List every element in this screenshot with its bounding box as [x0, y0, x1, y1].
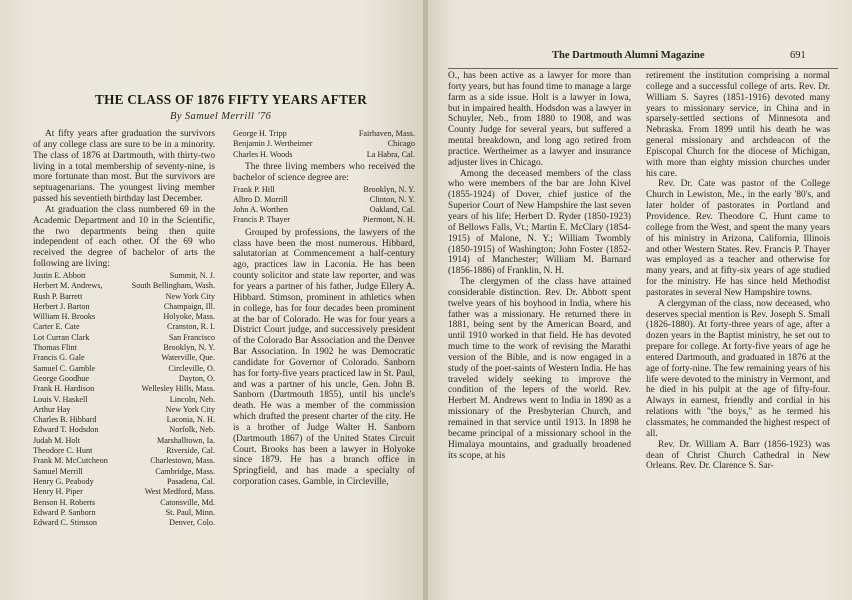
list-item: Francis G. Gale Waterville, Que. [33, 353, 215, 363]
list-item: John A. Worthen Oakland, Cal. [233, 205, 415, 215]
list-item: Edward T. Hodsdon Norfolk, Neb. [33, 425, 215, 435]
paragraph: Grouped by professions, the lawyers of the class have been the most numerous. Hibbard, salutatorian at Commencement a half-century ago, practices law in Laconia. He has been county solicitor and state law reporter, and was for years a partner of his father, Judge Ellery A. Hibbard. Stimson, prominent in athletics when in college, has for four decades been prominent at the bar of Colorado. He was for four years a District Court judge, and successively president of the Colorado Bar Association and the Denver Bar Association. In 1902 he was Democratic candidate for Governor of Colorado. Sanborn has for forty-five years practiced law in St. Paul, and was a partner of his uncle, Gen. John B. Sanborn (Dartmouth 1855), until his uncle's death. He was a member of the commission which drafted the present charter of the city. He is a brother of Judge Walter H. Sanborn (Dartmouth 1867) of the United States Circuit Court. Brooks has been a lawyer in Holyoke since 1879. He has a branch office in Springfield, and has made a specialty of corporation cases. Gamble, in Circleville, [233, 227, 415, 488]
list-item: George H. Tripp Fairhaven, Mass. [233, 129, 415, 138]
column-4 [646, 71, 830, 472]
paragraph: At fifty years after graduation the survivors of any college class are sure to be in a minority. The class of 1876 at Dartmouth, with thirty-two living in a total membership of seventy-nine, is more fortunate than most. But the survivors are septuagenarians. The youngest living member passed his seventieth birthday last December. [33, 129, 215, 205]
paragraph: The three living members who received the bachelor of science degree are: [233, 161, 415, 183]
list-item: Frank P. Hill Brooklyn, N. Y. [233, 184, 415, 194]
list-item: Samuel Merrill Cambridge, Mass. [33, 466, 215, 476]
list-item: Charles B. Hibbard Laconia, N. H. [33, 415, 215, 425]
list-item: Frank H. Hardison Wellesley Hills, Mass. [33, 384, 215, 394]
list-item: Edward P. Sanborn St. Paul, Minn. [33, 507, 215, 517]
running-header: The Dartmouth Alumni Magazine [552, 50, 705, 61]
list-item: Samuel C. Gamble Circleville, O. [33, 363, 215, 373]
list-item: Rush P. Barrett New York City [33, 291, 215, 301]
list-item: Francis P. Thayer Piermont, N. H. [233, 215, 415, 225]
paragraph: Rev. Dr. William A. Barr (1856-1923) was dean of Christ Church Cathedral in New Orleans. Rev. Dr. Clarence S. Sar- [646, 439, 830, 472]
paragraph: O., has been active as a lawyer for more than forty years, but has found time to manage a large farm as a side issue. Holt is a lawyer in Iowa, but in impaired health. Hodsdon was a lawyer in Schuyler, Neb., from 1880 to 1908, and was County Judge for several years, but suffered a mental breakdown, and long ago retired from practice. Wertheimer as a lawyer and insurance adjuster lives in Chicago. [448, 71, 632, 168]
list-item: Lot Curran Clark San Francisco [33, 332, 215, 342]
header-rule [448, 68, 838, 69]
paragraph: The clergymen of the class have attained considerable distinction. Rev. Dr. Abbott spent twelve years of his boyhood in India, where his father was a missionary. He returned there in 1881, being sent by the American Board, and until 1910 worked in that field. He has devoted much time to the work of revising the Marathi version of the Bible, and is now engaged in a study of the poet-saints of Western India. He has traveled widely seeking to improve the condition of the lepers of the world. Rev. Herbert M. Andrews went to India in 1890 as a missionary of the Presbyterian Church, and remained in that service until 1913. In 1898 he became principal of a missionary school in the Himalaya mountains, and gradually broadened its scope, at his [448, 277, 631, 461]
paragraph: A clergyman of the class, now deceased, who deserves special mention is Rev. Joseph S. Small (1826-1880). At forty-three years of age, after a dozen years in the Baptist ministry, he set out to prepare for college. At forty-five years of age he entered Dartmouth, and graduated in 1876 at the age of forty-nine. The few remaining years of his life were devoted to the ministry in Vermont, and he died in his pulpit at the age of fifty-four. Always in earnest, friendly and cordial in his relations with "the boys," as he termed his classmates, he commanded the highest respect of all. [646, 298, 830, 439]
paragraph: Rev. Dr. Cate was pastor of the College Church in Lewiston, Me., in the early '80's, and later holder of pastorates in Portland and Providence. Rev. Theodore C. Hunt came to college from the West, and spent the many years of his ministry in Arizona, California, Illinois and other Western States. Rev. Francis P. Thayer was employed as a teacher and otherwise for many years, and at fifty-six years of age studied for the ministry. He has since held Methodist pastorates in several New Hampshire towns. [646, 179, 830, 298]
list-item: Herbert J. Barton Champaign, Ill. [33, 301, 215, 311]
list-item: George Goodhue Dayton, O. [33, 373, 215, 383]
column-2 [233, 129, 415, 488]
list-item: Benjamin J. Wertheimer Chicago [233, 139, 415, 149]
list-item: Frank M. McCutcheon Charlestown, Mass. [33, 456, 215, 466]
list-item: Judah M. Holt Marshalltown, Ia. [33, 435, 215, 445]
science-list [233, 185, 415, 226]
living-ab-list [33, 271, 215, 528]
list-item: Thomas Flint Brooklyn, N. Y. [33, 343, 215, 353]
list-item: Benson H. Roberts Catonsville, Md. [33, 497, 215, 507]
list-item: Louis V. Haskell Lincoln, Neb. [33, 394, 215, 404]
page-number: 691 [790, 50, 806, 61]
article-title: THE CLASS OF 1876 FIFTY YEARS AFTER [95, 92, 368, 107]
list-item: Edward C. Stimson Denver, Colo. [33, 518, 215, 528]
column-3 [448, 71, 631, 461]
paragraph: retirement the institution comprising a normal college and a successful college of arts. Rev. Dr. William S. Sayres (1851-1916) devoted many years to missionary service, in China and in sparsely-settled sections of Minnesota and Nebraska. From 1899 until his death he was general missionary and archdeacon of the Episcopal Church for the diocese of Michigan, with more than eighty mission churches under his care. [646, 71, 830, 179]
article-byline: By Samuel Merrill '76 [170, 111, 272, 122]
list-item: Arthur Hay New York City [33, 404, 215, 414]
list-item: Albro D. Morrill Clinton, N. Y. [233, 194, 415, 204]
list-item: Herbert M. Andrews, South Bellingham, Wash. [33, 281, 215, 291]
list-item: Justin E. Abbott Summit, N. J. [33, 270, 215, 280]
list-item: Henry H. Piper West Medford, Mass. [33, 487, 215, 497]
list-item: Theodore C. Hunt Riverside, Cal. [33, 446, 215, 456]
paragraph: At graduation the class numbered 69 in the Academic Department and 10 in the Scientific, the two departments being then quite independent of each other. Of the 69 who received the degree of bachelor of arts the following are living: [33, 204, 215, 270]
column-1 [33, 129, 215, 530]
list-item: William H. Brooks Holyoke, Mass. [33, 312, 215, 322]
left-page [0, 0, 423, 600]
list-item: Charles H. Woods La Habra, Cal. [233, 149, 415, 159]
list-item: Henry G. Peabody Pasadena, Cal. [33, 476, 215, 486]
paragraph: Among the deceased members of the class who were members of the bar are John Kivel (1855-1924) of Dover, chief justice of the Superior Court of New Hampshire the last seven years of his life; Herbert D. Ryder (1850-1923) of Bellows Falls, Vt.; Martin E. McClary (1854-1915) of Malone, N. Y.; William Twombly (1850-1915) of Washington; John Foster (1852-1914) of Manchester; William M. Barnard (1856-1886) of Franklin, N. H. [448, 168, 631, 277]
list-item: Carter E. Cate Cranston, R. I. [33, 322, 215, 332]
living-ab-list-continued [233, 129, 415, 160]
